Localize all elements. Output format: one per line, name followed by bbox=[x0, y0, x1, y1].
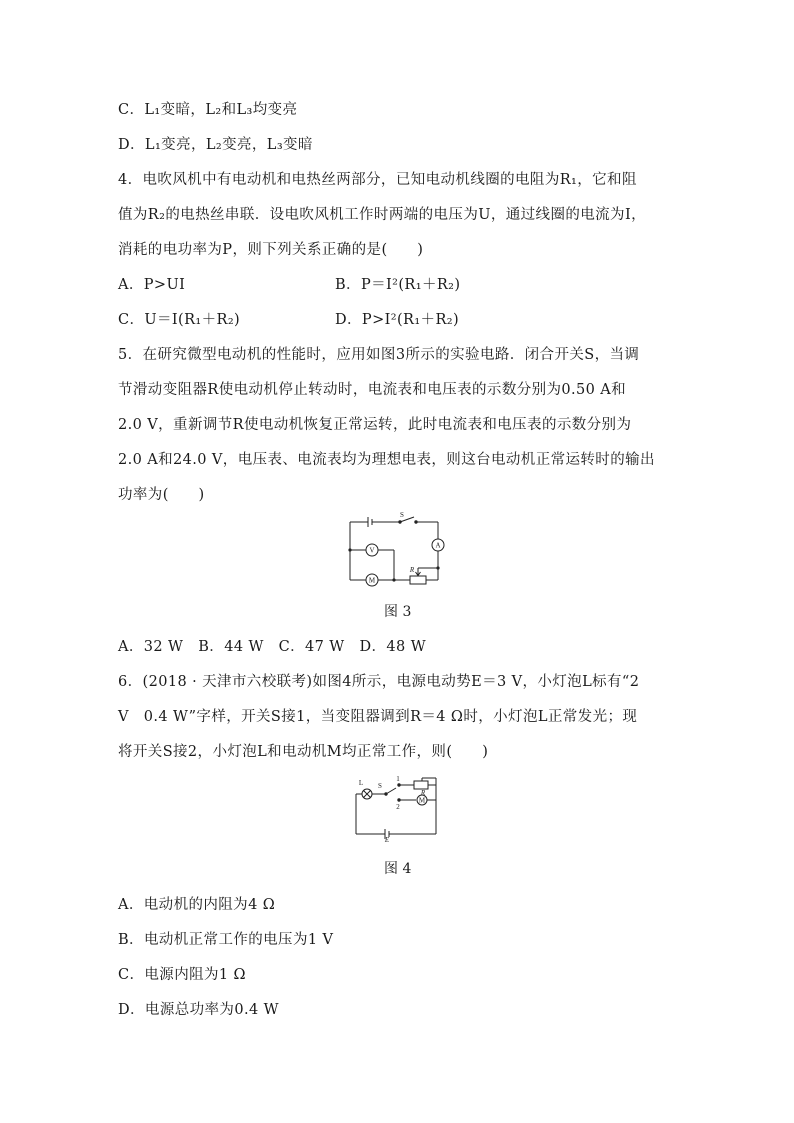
fig3-motor-label: M bbox=[368, 576, 376, 585]
q6-option-d: D．电源总功率为0.4 W bbox=[118, 1002, 279, 1018]
q4-option-c: C．U＝I(R₁＋R₂) bbox=[118, 312, 241, 328]
q4-option-d: D．P>I²(R₁＋R₂) bbox=[335, 312, 460, 328]
q4-option-b: B．P＝I²(R₁＋R₂) bbox=[335, 277, 461, 293]
q4-option-a: A．P>UI bbox=[118, 277, 186, 293]
q5-stem-line-3: 2.0 V，重新调节R使电动机恢复正常运转，此时电流表和电压表的示数分别为 bbox=[118, 417, 632, 433]
fig4-motor-label: M bbox=[418, 796, 426, 805]
q6-option-c: C．电源内阻为1 Ω bbox=[118, 967, 246, 983]
switch-lever bbox=[386, 788, 396, 794]
q3-option-d: D．L₁变亮，L₂变亮，L₃变暗 bbox=[118, 137, 313, 153]
fig4-source-label: E bbox=[384, 836, 390, 842]
q3-option-c: C．L₁变暗，L₂和L₃均变亮 bbox=[118, 102, 298, 118]
fig3-ammeter-label: A bbox=[435, 541, 441, 550]
q6-stem-line-2: V 0.4 W”字样，开关S接1，当变阻器调到R＝4 Ω时，小灯泡L正常发光；现 bbox=[118, 709, 638, 725]
rheostat-symbol bbox=[410, 576, 426, 584]
figure-4-caption: 图 4 bbox=[384, 861, 412, 877]
fig3-voltmeter-label: V bbox=[369, 546, 375, 555]
q6-option-b: B．电动机正常工作的电压为1 V bbox=[118, 932, 334, 948]
fig4-pos1-label: 1 bbox=[396, 775, 400, 783]
q4-stem-line-2: 值为R₂的电热丝串联．设电吹风机工作时两端的电压为U，通过线圈的电流为I， bbox=[118, 207, 646, 223]
q4-stem-line-3: 消耗的电功率为P，则下列关系正确的是( ) bbox=[118, 242, 424, 258]
q4-stem-line-1: 4．电吹风机中有电动机和电热丝两部分，已知电动机线圈的电阻为R₁，它和阻 bbox=[118, 172, 637, 188]
fig3-switch-label: S bbox=[400, 511, 404, 519]
fig4-rheostat-symbol bbox=[414, 781, 428, 789]
fig4-lamp-label: L bbox=[358, 779, 364, 787]
q6-option-a: A．电动机的内阻为4 Ω bbox=[118, 897, 276, 913]
fig4-switch-label: S bbox=[378, 782, 382, 790]
q6-stem-line-3: 将开关S接2，小灯泡L和电动机M均正常工作，则( ) bbox=[118, 744, 489, 760]
q5-options: A．32 W B．44 W C．47 W D．48 W bbox=[118, 639, 426, 655]
q5-stem-line-1: 5．在研究微型电动机的性能时，应用如图3所示的实验电路．闭合开关S，当调 bbox=[118, 347, 640, 363]
figure-3-caption: 图 3 bbox=[384, 604, 412, 620]
fig3-rheostat-label: R bbox=[409, 566, 415, 574]
q6-stem-line-1: 6．(2018 · 天津市六校联考)如图4所示，电源电动势E＝3 V，小灯泡L标有“2 bbox=[118, 674, 640, 690]
fig4-pos2-label: 2 bbox=[396, 803, 400, 811]
q5-stem-line-5: 功率为( ) bbox=[118, 487, 205, 503]
q5-stem-line-4: 2.0 A和24.0 V，电压表、电流表均为理想电表，则这台电动机正常运转时的输出 bbox=[118, 452, 655, 468]
fig4-rheostat-label: R bbox=[420, 789, 426, 797]
figure-4-circuit bbox=[352, 772, 444, 842]
q5-stem-line-2: 节滑动变阻器R使电动机停止转动时，电流表和电压表的示数分别为0.50 A和 bbox=[118, 382, 627, 398]
figure-3-circuit bbox=[338, 508, 458, 588]
